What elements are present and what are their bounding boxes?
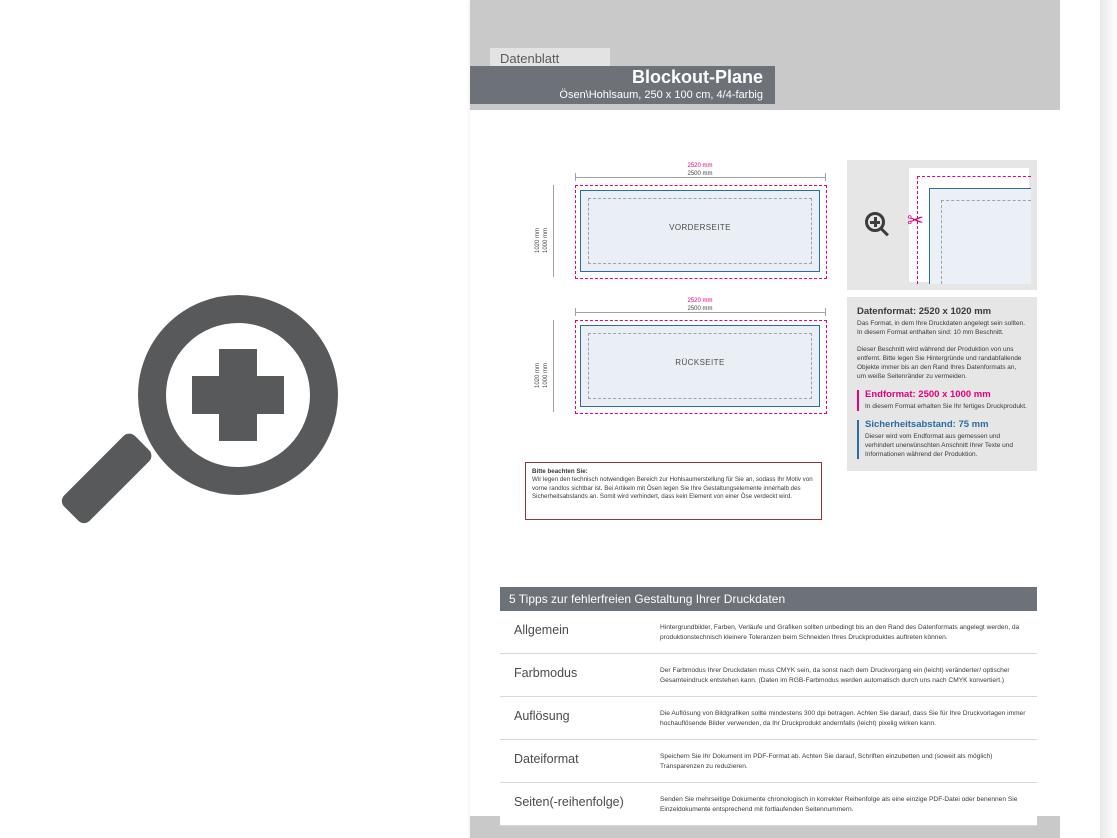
- format-info-panel: [847, 160, 1037, 471]
- scissors-icon: ✂: [907, 210, 924, 232]
- format-zoom-illustration: [847, 160, 1037, 290]
- tip-label: Seiten(-reihenfolge): [514, 795, 624, 809]
- back-height-rule: [553, 320, 554, 412]
- tip-label: Farbmodus: [514, 666, 578, 680]
- magnifier-small-icon: [865, 212, 891, 238]
- back-height-trim: 1020 mm: [535, 362, 541, 388]
- back-width-dims: [575, 297, 825, 313]
- sicherheitsabstand-text: Dieser wird vom Endformat aus gemessen und verhindert unerwünschten Anschnitt Ihrer Texte und Informationen während der Produktion.: [865, 433, 1014, 458]
- back-width-trim: 2520 mm: [687, 298, 713, 304]
- back-width-rule: [575, 312, 825, 313]
- datenblatt-tab: Datenblatt: [490, 48, 610, 70]
- back-width-final: 2500 mm: [687, 306, 713, 312]
- back-width-tick-right: [825, 308, 826, 316]
- sicherheitsabstand-block: [857, 420, 1027, 459]
- table-row: [500, 740, 1037, 783]
- tip-text: Hintergrundbilder, Farben, Verläufe und Grafiken sollten unbedingt bis an den Rand des Datenformats angelegt werden, da produktionstechnisch kleinere Toleranzen beim Schneiden Ihres Druckproduktes auftreten können.: [660, 624, 1020, 641]
- tip-text: Der Farbmodus Ihrer Druckdaten muss CMYK sein, da sonst nach dem Druckvorgang ein (leicht) veränderter/ optischer Gesamteindruck entstehen kann. (Daten im RGB-Farbmodus werden automatisch durch uns nach CMYK konvertiert.): [660, 667, 1010, 684]
- front-width-tick-left: [575, 173, 576, 181]
- page-title: Blockout-Plane: [631, 67, 763, 87]
- datenformat-text-2: Dieser Beschnitt wird während der Produktion von uns entfernt. Bitte legen Sie Hintergründe und randabfallende Objekte immer bis an den Rand Ihres Datenformats an, um weiße Seitenränder zu vermeiden.: [857, 346, 1022, 380]
- tip-label: Auflösung: [514, 709, 570, 723]
- page-edge-shadow: [1100, 0, 1117, 838]
- front-width-final: 2500 mm: [687, 171, 713, 177]
- mini-safety-box: [941, 200, 1031, 284]
- note-title: Bitte beachten Sie:: [532, 468, 588, 475]
- sicherheitsabstand-heading: Sicherheitsabstand: 75 mm: [865, 419, 989, 430]
- front-width-trim: 2520 mm: [687, 163, 713, 169]
- tip-label: Allgemein: [514, 623, 569, 637]
- note-box: [525, 462, 822, 520]
- magnifier-handle: [59, 430, 155, 526]
- magnifier-small-plus-horizontal: [870, 221, 880, 224]
- back-panel: [575, 320, 825, 412]
- back-height-final: 1000 mm: [543, 362, 549, 388]
- endformat-text: In diesem Format erhalten Sie Ihr fertiges Druckprodukt.: [865, 403, 1027, 410]
- front-height-trim: 1020 mm: [535, 227, 541, 253]
- format-diagram: [520, 155, 840, 425]
- tip-text: Speichern Sie Ihr Dokument im PDF-Format ab. Achten Sie darauf, Schriften einzubetten und (soweit als möglich) Transparenzen zu reduzieren.: [660, 753, 993, 770]
- front-height-rule: [553, 185, 554, 277]
- tip-text: Die Auflösung von Bildgrafiken sollte mindestens 300 dpi betragen. Achten Sie darauf, dass Sie für Ihre Druckvorlagen immer hochauflösende Bilder verwenden, da Ihr Druckprodukt andernfalls (leicht) pixelig wirken kann.: [660, 710, 1026, 727]
- datenformat-heading: Datenformat: 2520 x 1020 mm: [857, 306, 992, 317]
- table-row: [500, 783, 1037, 826]
- front-width-tick-right: [825, 173, 826, 181]
- magnifier-plus-horizontal: [192, 376, 284, 414]
- endformat-block: [857, 390, 1027, 411]
- back-width-tick-left: [575, 308, 576, 316]
- datenformat-text-1: Das Format, in dem Ihre Druckdaten angelegt sein sollten. In diesem Format enthalten sind: 10 mm Beschnitt.: [857, 320, 1026, 336]
- front-width-rule: [575, 177, 825, 178]
- note-body: Wir legen den technisch notwendigen Bereich zur Hohlsaumerstellung für Sie an, sodass Ihr Motiv von vorne randlos sichtbar ist. Bei Artikeln mit Ösen legen Sie Ihre Gestaltungselemente innerhalb des Sicherheitsabstands an. Somit wird verhindert, dass kein Element von einer Öse verdeckt wird.: [532, 476, 813, 501]
- page-subtitle: Ösen\Hohlsaum, 250 x 100 cm, 4/4-farbig: [559, 89, 763, 101]
- tips-table: [500, 587, 1037, 826]
- preview-pane: [0, 0, 470, 838]
- front-height-final: 1000 mm: [543, 227, 549, 253]
- format-info-text: [847, 297, 1037, 471]
- endformat-heading: Endformat: 2500 x 1000 mm: [865, 389, 991, 400]
- datasheet-page: [470, 0, 1100, 838]
- front-width-dims: [575, 162, 825, 178]
- magnifier-zoom-in-icon: [100, 295, 370, 555]
- front-panel-label: VORDERSEITE: [669, 223, 731, 232]
- tips-heading: 5 Tipps zur fehlerfreien Gestaltung Ihrer Druckdaten: [500, 587, 1037, 611]
- mini-sheet: [909, 168, 1029, 282]
- tip-label: Dateiformat: [514, 752, 579, 766]
- table-row: [500, 611, 1037, 654]
- product-title-block: [470, 66, 775, 104]
- tip-text: Senden Sie mehrseitige Dokumente chronologisch in korrekter Reihenfolge als eine einzige PDF-Datei oder benennen Sie Einzeldokumente entsprechend mit fortlaufenden Seitennummern.: [660, 796, 1018, 813]
- table-row: [500, 654, 1037, 697]
- table-row: [500, 697, 1037, 740]
- back-panel-label: RÜCKSEITE: [675, 358, 725, 367]
- front-panel: [575, 185, 825, 277]
